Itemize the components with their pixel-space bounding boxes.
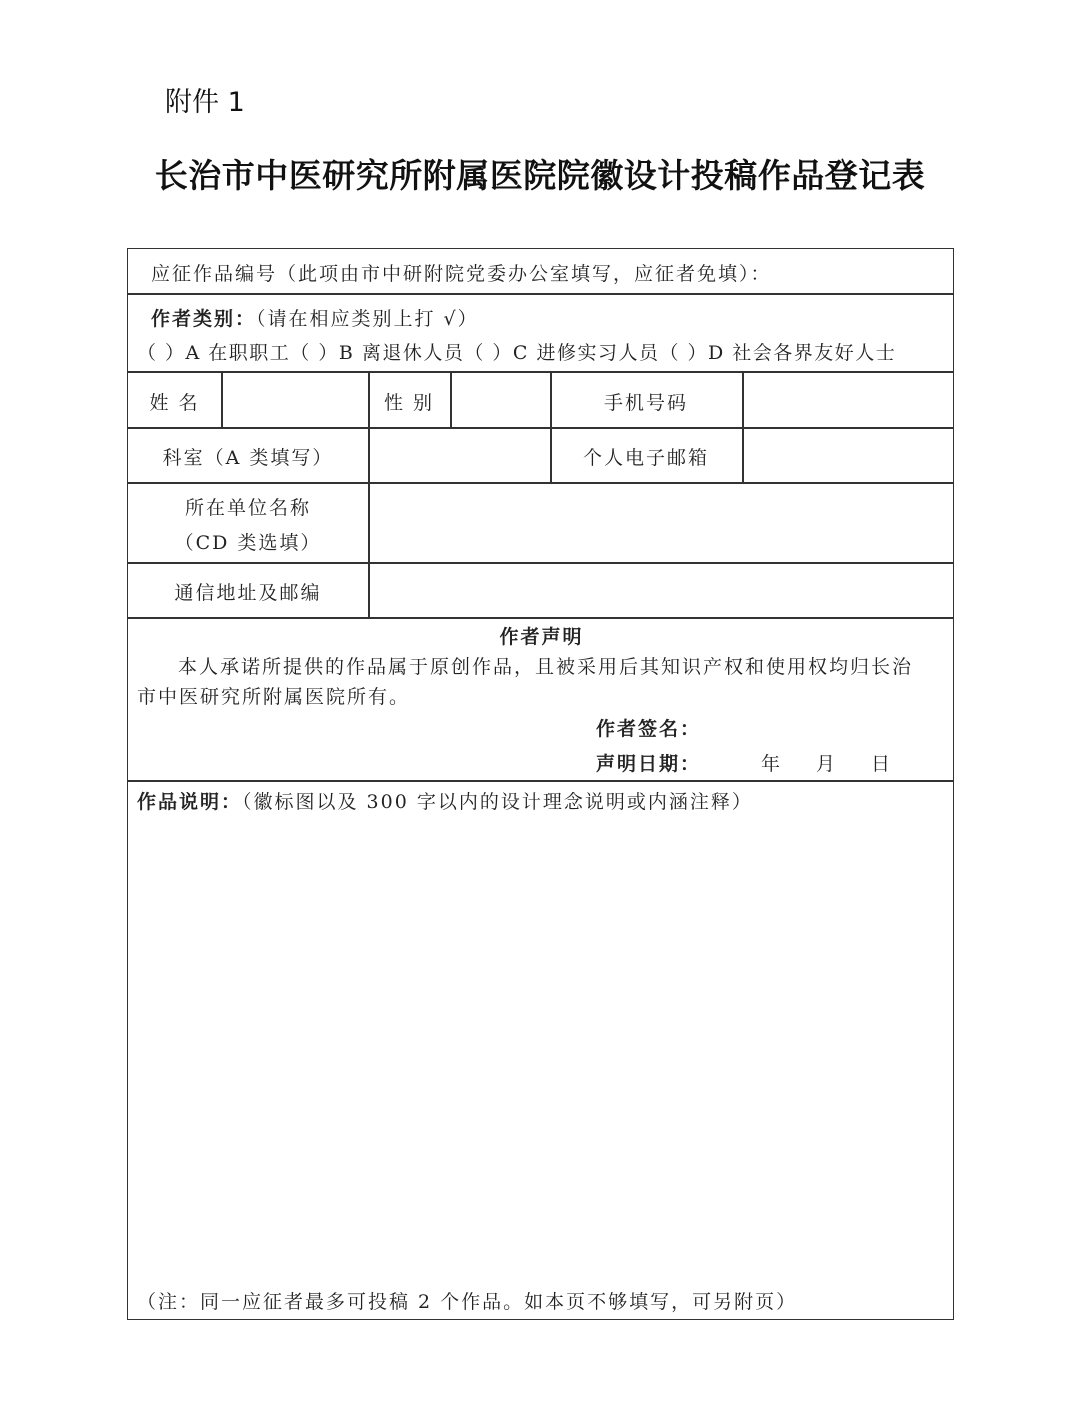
unit-name-hint: （CD 类选填） [174, 532, 322, 554]
phone-label: 手机号码 [603, 392, 688, 414]
address-field[interactable] [370, 564, 952, 616]
department-label: 科室（A 类填写） [162, 447, 334, 469]
registration-form [127, 248, 954, 1320]
gender-label: 性 别 [383, 392, 435, 414]
email-field[interactable] [744, 429, 952, 481]
unit-name-field[interactable] [370, 484, 952, 561]
department-field[interactable] [370, 429, 549, 481]
date-month-label: 月 [816, 753, 838, 775]
document-title: 长治市中医研究所附属医院院徽设计投稿作品登记表 [154, 156, 926, 195]
declaration-text-line2: 市中医研究所附属医院所有。 [137, 686, 411, 708]
row-divider [128, 617, 953, 619]
signature-field[interactable] [703, 711, 943, 739]
phone-field[interactable] [744, 373, 952, 426]
date-day-label: 日 [871, 753, 893, 775]
declaration-heading: 作者声明 [499, 626, 584, 648]
declaration-text-line1: 本人承诺所提供的作品属于原创作品，且被采用后其知识产权和使用权均归长治 [178, 656, 914, 678]
email-label: 个人电子邮箱 [582, 447, 709, 469]
description-row [137, 787, 753, 814]
row-divider [128, 293, 953, 295]
name-label: 姓 名 [149, 392, 200, 414]
name-field[interactable] [223, 373, 367, 426]
description-hint: （徽标图以及 300 字以内的设计理念说明或内涵注释） [242, 791, 753, 813]
attachment-label: 附件 1 [165, 87, 245, 118]
author-category-row [151, 304, 479, 331]
address-label: 通信地址及邮编 [174, 582, 322, 604]
row-divider [128, 780, 953, 782]
author-category-options[interactable]: （ ）A 在职职工（ ）B 离退休人员（ ）C 进修实习人员（ ）D 社会各界友好人士 [137, 342, 897, 364]
signature-label: 作者签名： [596, 718, 702, 740]
author-category-label: 作者类别： [151, 308, 257, 330]
description-label: 作品说明： [137, 791, 243, 813]
date-label: 声明日期： [596, 753, 702, 775]
entry-number-label: 应征作品编号（此项由市中研附院党委办公室填写，应征者免填）： [151, 263, 772, 285]
footnote: （注：同一应征者最多可投稿 2 个作品。如本页不够填写，可另附页） [137, 1291, 798, 1313]
unit-name-label: 所在单位名称 [184, 497, 311, 519]
gender-field[interactable] [452, 373, 549, 426]
author-category-hint: （请在相应类别上打 √） [256, 308, 479, 330]
description-area[interactable] [132, 819, 949, 1279]
date-year-label: 年 [761, 753, 783, 775]
